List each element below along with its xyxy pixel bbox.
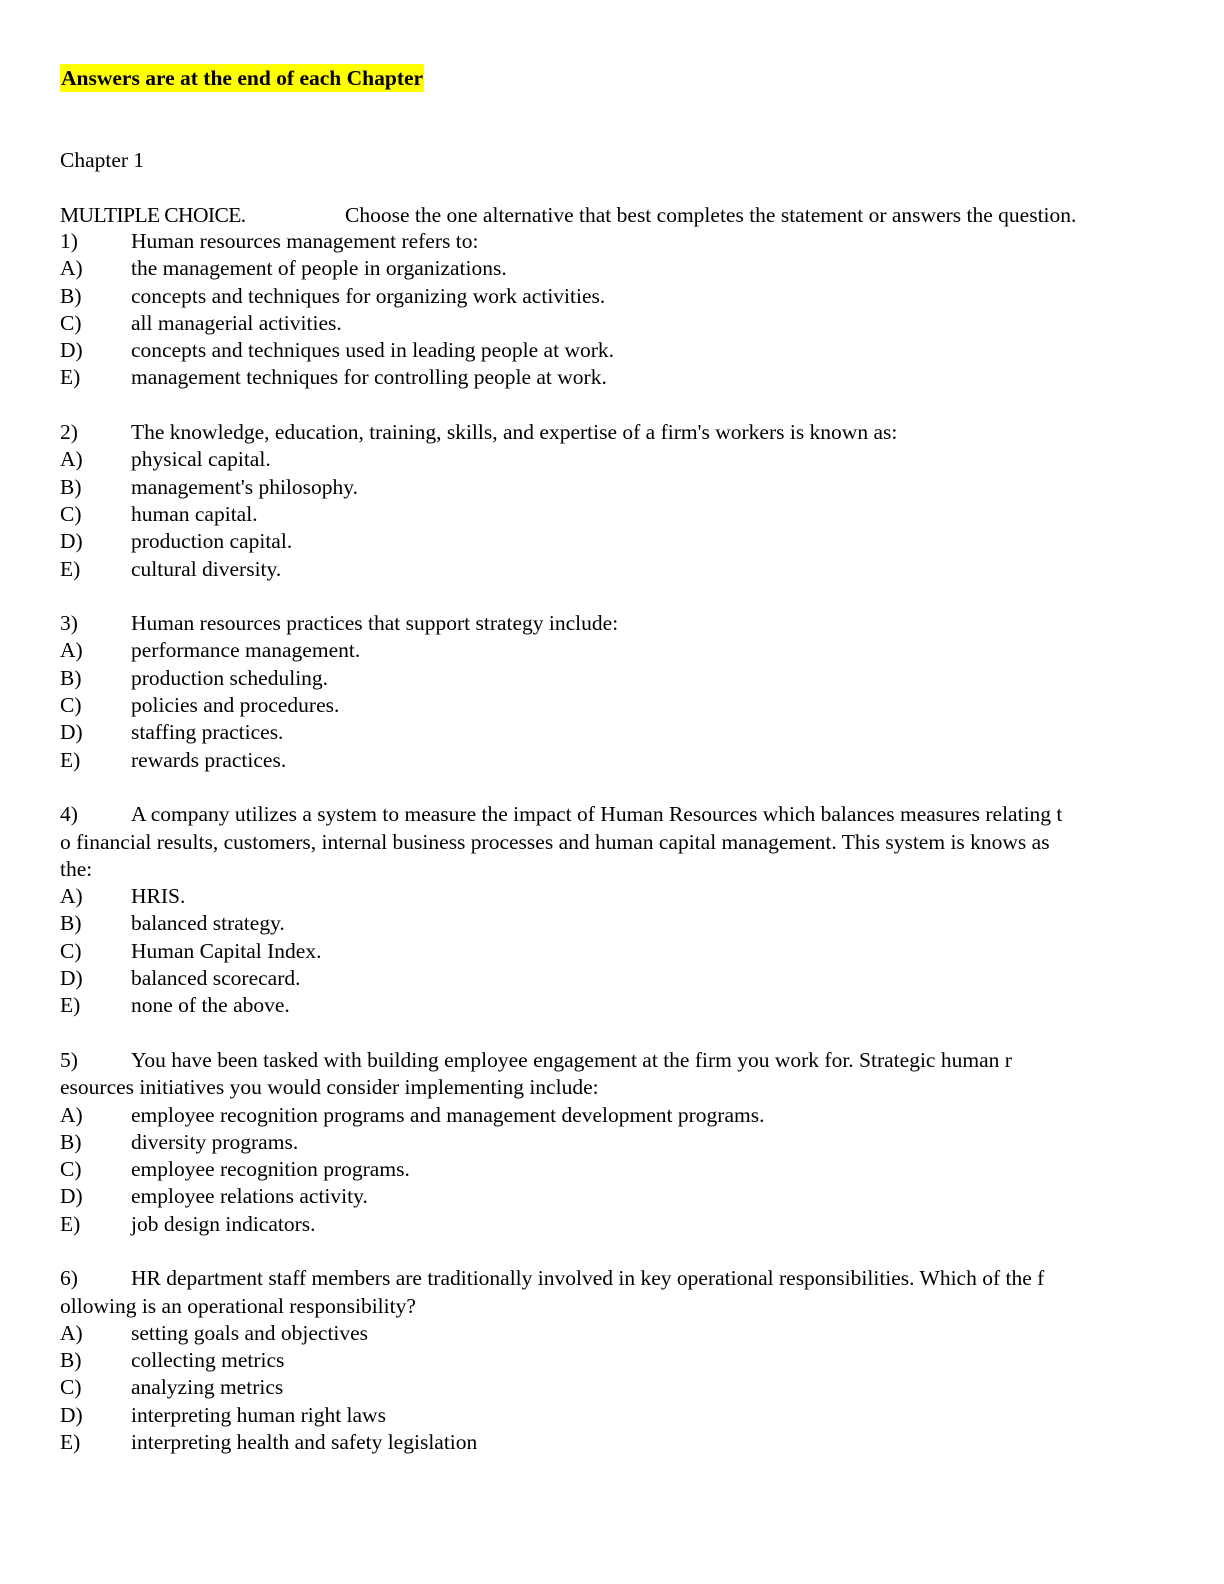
option-letter: D) [60, 1402, 83, 1427]
option-e [60, 1429, 1150, 1456]
question-stem-line-2 [60, 829, 1150, 856]
option-c [60, 938, 1150, 965]
chapter-title: Chapter 1 [60, 148, 145, 172]
option-letter: A) [60, 447, 83, 472]
option-text: staffing practices. [131, 720, 284, 745]
question-stem-line-1 [60, 1265, 1150, 1292]
option-letter: C) [60, 310, 82, 335]
option-text: management techniques for controlling people at work. [131, 365, 607, 390]
question-stem-line-1 [60, 1047, 1150, 1074]
option-text: diversity programs. [131, 1129, 299, 1154]
option-text: physical capital. [131, 447, 271, 472]
option-e [60, 556, 1150, 583]
question-number: 6) [60, 1266, 78, 1291]
option-letter: B) [60, 283, 82, 308]
option-letter: B) [60, 1129, 82, 1154]
option-letter: C) [60, 1157, 82, 1182]
option-text: employee relations activity. [131, 1184, 368, 1209]
option-letter: D) [60, 1184, 83, 1209]
option-c [60, 501, 1150, 528]
option-letter: B) [60, 1348, 82, 1373]
option-d [60, 719, 1150, 746]
option-letter: C) [60, 938, 82, 963]
question-number: 2) [60, 420, 78, 445]
option-text: human capital. [131, 501, 258, 526]
option-text: production capital. [131, 529, 293, 554]
option-letter: D) [60, 338, 83, 363]
option-text: interpreting health and safety legislation [131, 1430, 478, 1455]
option-text: job design indicators. [131, 1211, 316, 1236]
option-text: rewards practices. [131, 747, 287, 772]
question-text: esources initiatives you would consider implementing include: [60, 1075, 599, 1100]
option-letter: B) [60, 665, 82, 690]
option-c [60, 310, 1150, 337]
section-instructions: Choose the one alternative that best completes the statement or answers the question. [345, 203, 1077, 227]
option-text: employee recognition programs. [131, 1157, 410, 1182]
option-letter: E) [60, 1430, 81, 1455]
option-text: balanced strategy. [131, 911, 285, 936]
section-label: MULTIPLE CHOICE. [60, 203, 246, 227]
question-stem-line-2 [60, 1293, 1150, 1320]
option-b [60, 283, 1150, 310]
option-c [60, 692, 1150, 719]
option-text: none of the above. [131, 993, 290, 1018]
question-4 [60, 801, 1150, 1019]
option-d [60, 528, 1150, 555]
option-a [60, 1102, 1150, 1129]
question-5 [60, 1047, 1150, 1238]
option-text: setting goals and objectives [131, 1320, 369, 1345]
option-text: the management of people in organizations. [131, 256, 507, 281]
option-text: HRIS. [131, 884, 186, 909]
question-list [60, 228, 1150, 1484]
answers-note-banner: Answers are at the end of each Chapter [61, 66, 424, 90]
option-text: cultural diversity. [131, 556, 282, 581]
question-stem [60, 610, 1150, 637]
option-letter: C) [60, 693, 82, 718]
question-text: o financial results, customers, internal business processes and human capital management. This system is knows as [60, 829, 1050, 854]
option-letter: E) [60, 747, 81, 772]
option-letter: E) [60, 1211, 81, 1236]
question-stem-line-1 [60, 801, 1150, 828]
option-text: balanced scorecard. [131, 966, 301, 991]
option-b [60, 665, 1150, 692]
option-text: analyzing metrics [131, 1375, 284, 1400]
option-text: all managerial activities. [131, 310, 342, 335]
option-letter: C) [60, 501, 82, 526]
option-letter: B) [60, 911, 82, 936]
option-a [60, 1320, 1150, 1347]
question-text: Human resources management refers to: [131, 229, 479, 253]
option-letter: E) [60, 993, 81, 1018]
option-letter: A) [60, 638, 83, 663]
option-text: interpreting human right laws [131, 1402, 386, 1427]
option-text: Human Capital Index. [131, 938, 322, 963]
option-c [60, 1156, 1150, 1183]
option-text: concepts and techniques for organizing work activities. [131, 283, 606, 308]
question-text: You have been tasked with building employee engagement at the firm you work for. Strategic human r [131, 1047, 1012, 1072]
option-text: concepts and techniques used in leading people at work. [131, 338, 615, 363]
option-b [60, 910, 1150, 937]
option-d [60, 965, 1150, 992]
option-d [60, 337, 1150, 364]
option-letter: E) [60, 556, 81, 581]
question-text: The knowledge, education, training, skills, and expertise of a firm's workers is known as: [131, 420, 898, 445]
option-text: employee recognition programs and management development programs. [131, 1102, 765, 1127]
option-letter: A) [60, 1102, 83, 1127]
question-text: A company utilizes a system to measure the impact of Human Resources which balances measures relating t [131, 802, 1063, 827]
question-3 [60, 610, 1150, 774]
option-letter: D) [60, 720, 83, 745]
section-header [60, 201, 1160, 229]
question-number: 5) [60, 1047, 78, 1072]
option-c [60, 1374, 1150, 1401]
option-letter: D) [60, 529, 83, 554]
option-d [60, 1183, 1150, 1210]
option-text: management's philosophy. [131, 474, 358, 499]
option-d [60, 1402, 1150, 1429]
question-stem-line-2 [60, 1074, 1150, 1101]
question-2 [60, 419, 1150, 583]
option-text: production scheduling. [131, 665, 329, 690]
question-stem [60, 419, 1150, 446]
question-stem-line-3 [60, 856, 1150, 883]
option-letter: A) [60, 1320, 83, 1345]
option-b [60, 474, 1150, 501]
question-number: 1) [60, 229, 78, 253]
option-letter: A) [60, 256, 83, 281]
question-6 [60, 1265, 1150, 1456]
option-e [60, 364, 1150, 391]
question-text: ollowing is an operational responsibility? [60, 1293, 416, 1318]
option-a [60, 637, 1150, 664]
option-text: performance management. [131, 638, 361, 663]
option-letter: A) [60, 884, 83, 909]
option-e [60, 992, 1150, 1019]
option-letter: E) [60, 365, 81, 390]
option-letter: B) [60, 474, 82, 499]
option-a [60, 883, 1150, 910]
question-1 [60, 228, 1150, 392]
question-number: 3) [60, 611, 78, 636]
option-b [60, 1347, 1150, 1374]
option-e [60, 747, 1150, 774]
question-number: 4) [60, 802, 78, 827]
question-stem [60, 228, 1150, 255]
question-text: HR department staff members are traditionally involved in key operational responsibilities. Which of the f [131, 1266, 1045, 1291]
option-letter: C) [60, 1375, 82, 1400]
option-b [60, 1129, 1150, 1156]
question-text: the: [60, 856, 93, 881]
question-text: Human resources practices that support strategy include: [131, 611, 619, 636]
option-a [60, 446, 1150, 473]
option-letter: D) [60, 966, 83, 991]
option-e [60, 1211, 1150, 1238]
option-text: policies and procedures. [131, 693, 340, 718]
option-text: collecting metrics [131, 1348, 285, 1373]
option-a [60, 255, 1150, 282]
